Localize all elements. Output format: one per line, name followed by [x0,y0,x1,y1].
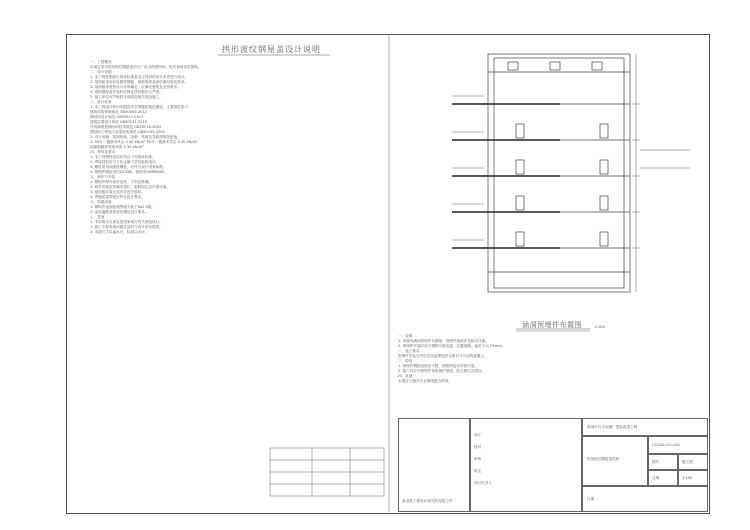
project-cell [582,418,708,436]
note-line: 4. 焊缝质量等级应符合设计要求。 [90,195,145,199]
signature-rows [474,429,492,489]
company-name: 某市政工程设计研究院有限公司 [402,499,453,503]
stage-cell [678,454,708,470]
note-line: 2. 构件安装应按顺序进行，临时固定应牢固可靠。 [90,185,171,189]
note-line: 3. 50年一遇基本风压 0.40 kN/m² 50年一遇基本雪压 0.30 kN/m² [90,140,198,144]
note-line: 1. 本工程依据现行国家标准及业主提供的设计条件进行设计。 [90,75,189,79]
note-line: 2. 涂装遍数及厚度应满足设计要求。 [90,210,149,214]
note-line: 1. 本图为涵洞预埋件布置图，预埋件规格详见相关详图。 [398,339,489,343]
title-block [398,418,708,512]
note-line: 1. 钢构件表面处理等级不低于Sa2.5级。 [90,205,156,209]
note-line: 七、其他 [90,215,105,219]
drawing-name: 拱形波纹钢屋盖结构 [587,457,620,461]
project-name: 某城市污水处理厂提标改造工程 [587,425,638,429]
left-notes [90,60,380,235]
note-line: 钢结构设计规范 GB50017-2017 [90,115,144,119]
right-sheet-scale: 1:100 [594,324,605,329]
sheet-label: 图号 [652,460,660,464]
note-line: 4. 预埋件钢板采用Q235B，锚筋采用HRB400。 [90,170,168,174]
left-sheet-title: 拱形波纹钢屋盖设计说明 [222,45,321,54]
note-line: 本图应与相关专业图纸配合使用。 [398,379,452,383]
note-line: 3. 本图尺寸以毫米计，标高以米计。 [90,230,149,234]
signature-cell [470,418,582,512]
notes-list [90,60,380,235]
note-line: 3. 螺栓采用高强度螺栓，应符合现行国家标准。 [90,165,167,169]
note-line: 三、设计标准 [90,100,112,104]
drawing-name-cell [582,436,648,486]
note-line: 3. 屋面板厚度按设计计算确定，应满足强度及变形要求。 [90,85,181,89]
scale-value: 1:100 [682,476,693,480]
note-line: 4. 拱形钢屋盖安装时应保证拱形板咬合严密。 [90,90,163,94]
signature-row-label: 设计 [474,433,482,437]
date-label: 日期 [587,497,595,501]
scale-label-cell [648,470,678,486]
signature-row-label: 审核 [474,457,482,461]
note-line: 2. 焊接材料应与主体金属力学性能相适应。 [90,160,160,164]
company-cell [398,418,470,512]
stage-value: 施工图 [682,460,693,464]
note-line: 一、工程概况 [90,60,112,64]
note-line: 5. 施工单位应严格按本说明及相关规范施工。 [90,95,163,99]
signature-row-label: 校对 [474,445,482,449]
date-cell [582,486,708,512]
note-line: 地面粗糙度类别 B类 0.30 kN/m² [90,145,144,149]
note-line: 六、防腐涂装 [90,200,112,204]
note-line: 1. 本工程设计使用年限及安全等级按规范确定，主要规范如下： [90,105,192,109]
note-line: 1. 本工程钢材选用应符合下列国家标准。 [90,155,156,159]
note-line: 四、其他 [398,374,413,378]
note-line: 建筑结构荷载规范 GB50009-2012 [90,110,148,114]
note-line: 1. 钢构件制作前应放样，下料应准确。 [90,180,153,184]
stage-label-cell [648,454,678,470]
scale-value-cell [678,470,708,486]
note-line: 2. 预埋件安装时应与钢筋可靠连接，位置准确，偏差不大于5mm。 [398,344,506,348]
note-line: 1. 本说明未尽事宜按国家现行有关规范执行。 [90,220,163,224]
notes-list [398,334,698,384]
note-line: 五、制作与安装 [90,175,116,179]
note-line: 一、说明 [398,334,413,338]
note-line: 2. 设计荷载：屋面恒载、活载、风载及雪载按规范取值。 [90,135,181,139]
note-line: 三、检验 [398,359,413,363]
note-line: 二、设计依据 [90,70,112,74]
scale-label: 比例 [652,476,660,480]
right-notes [398,334,698,384]
right-sheet-title: 涵洞预埋件布置图 [522,321,582,329]
note-line: 本项目采用拱形波纹钢屋盖用于厂房大跨度结构，相关参数详见图纸。 [90,65,202,69]
note-line: 四、材料及要求 [90,150,116,154]
note-line: 2. 施工中如发现问题应及时与设计单位联系。 [90,225,163,229]
note-line: 1. 预埋件钢板表面应平整，锚筋焊接应牢固可靠。 [398,364,479,368]
note-line: 二、施工要求 [398,349,420,353]
signature-row-label: 项目负责人 [474,481,492,485]
note-line: 2. 施工时应对预埋件采取保护措施，防止移位及损坏。 [398,369,486,373]
note-line: 2. 屋面板采用彩色镀锌钢板，基板厚度及涂层满足规范要求。 [90,80,189,84]
note-line: 预埋件安装完毕后应经监理验收合格后方可浇筑混凝土。 [398,354,488,358]
note-line: 3. 屋面板安装完成后应进行验收。 [90,190,145,194]
note-line: 冷弯薄壁型钢结构技术规范 GB50018-2002 [90,125,162,129]
note-line: 钢结构工程施工质量验收规范 GB50205-2001 [90,130,165,134]
drawing-no-cell [648,436,708,454]
note-line: 建筑抗震设计规范 GB50011-2010 [90,120,148,124]
signature-row-label: 审定 [474,469,482,473]
drawing-number: CS12B-101-001 [652,443,681,447]
